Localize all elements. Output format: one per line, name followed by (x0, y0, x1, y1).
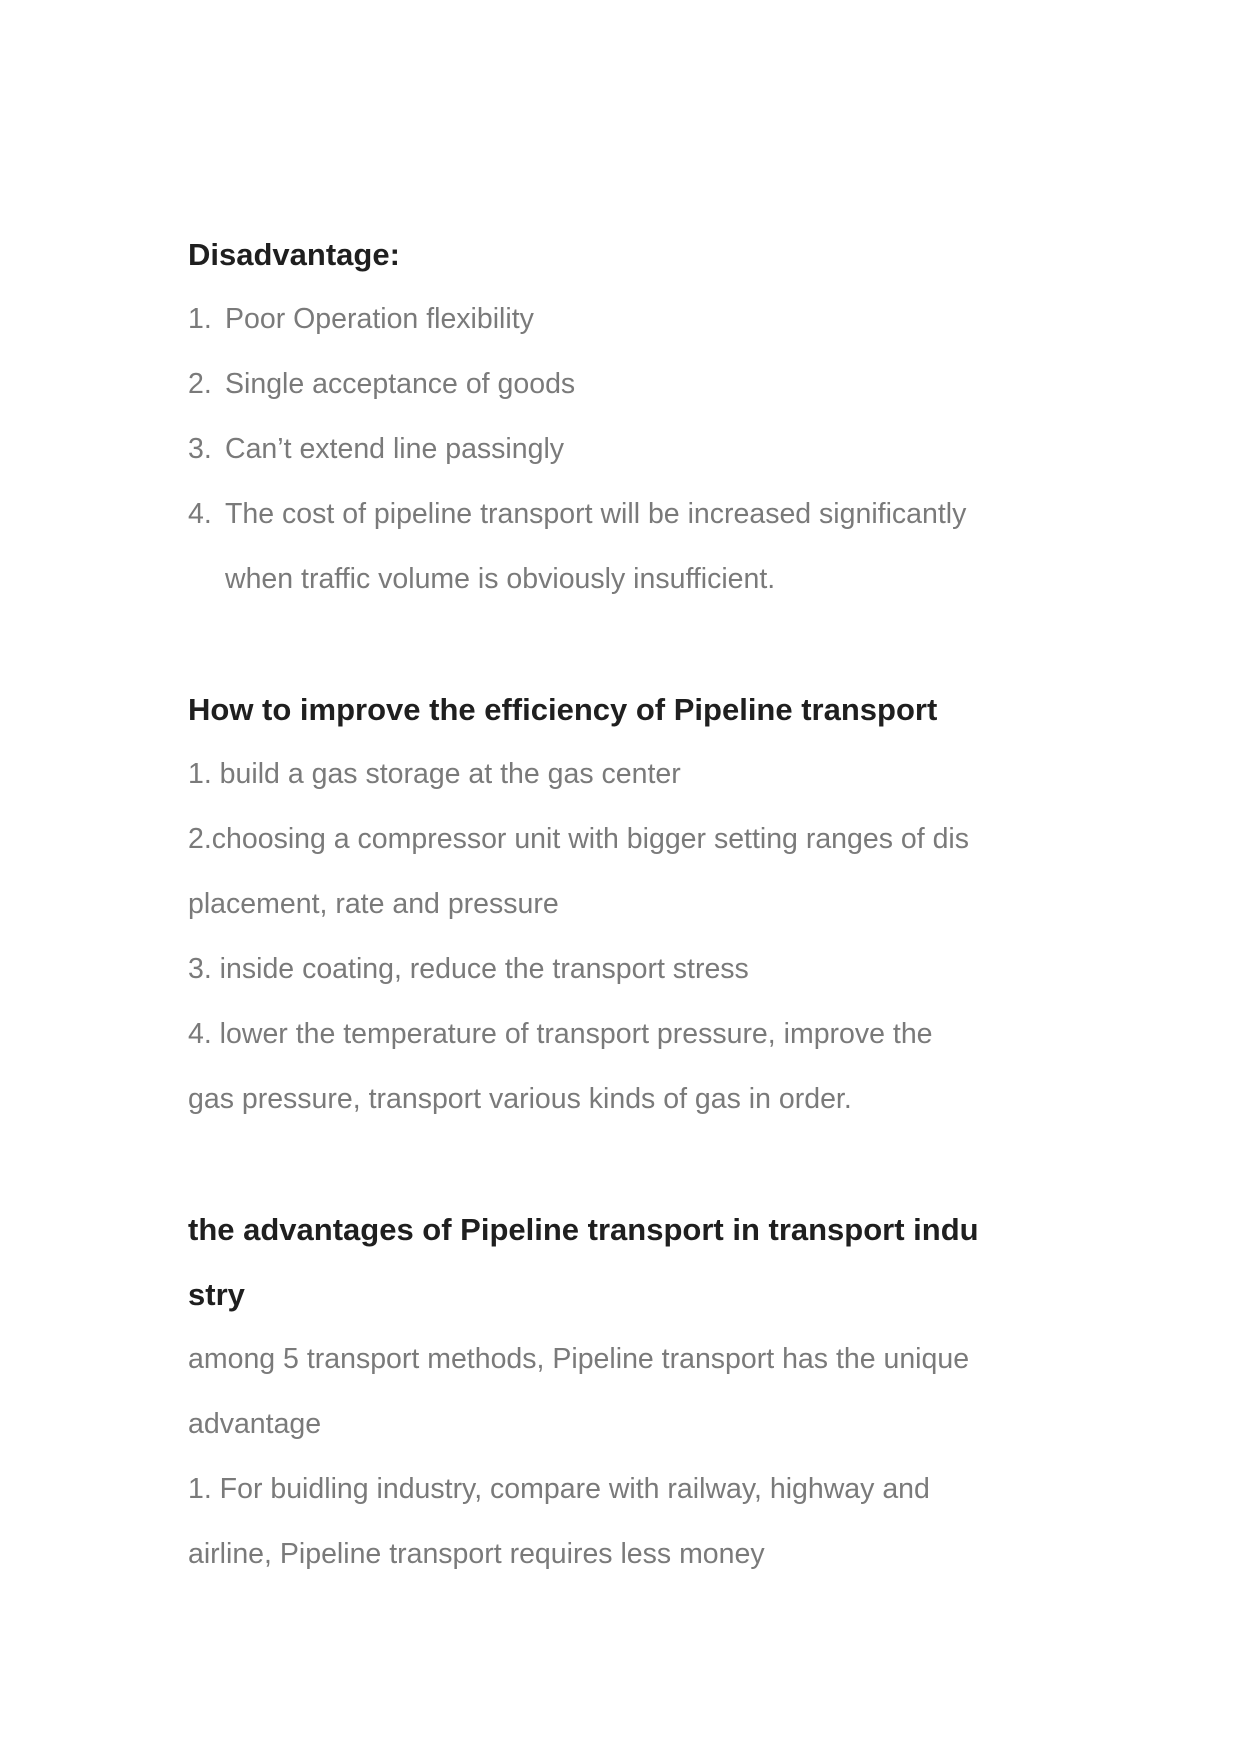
paragraph-line: 4. lower the temperature of transport pressure, improve the (188, 1018, 933, 1050)
item-number: 2. (188, 368, 212, 400)
document-page (188, 222, 1068, 1587)
paragraph-line: 2.choosing a compressor unit with bigger setting ranges of dis (188, 823, 970, 855)
item-number: 1. (188, 303, 212, 335)
section-spacer (188, 612, 1068, 677)
item-text: Single acceptance of goods (225, 368, 576, 400)
list-item (188, 482, 1068, 547)
item-text: Can’t extend line passingly (225, 433, 565, 465)
paragraph-line: 3. inside coating, reduce the transport stress (188, 953, 749, 985)
efficiency-heading: How to improve the efficiency of Pipeline transport (188, 692, 938, 727)
item-number: 4. (188, 498, 212, 530)
item-text: Poor Operation flexibility (225, 303, 534, 335)
list-item (188, 287, 1068, 352)
list-item (188, 352, 1068, 417)
advantages-heading: the advantages of Pipeline transport in transport indu (188, 1212, 979, 1247)
advantages-heading-cont: stry (188, 1277, 245, 1312)
paragraph-line: advantage (188, 1408, 322, 1440)
section-spacer (188, 1132, 1068, 1197)
list-item (188, 417, 1068, 482)
disadvantage-heading: Disadvantage: (188, 237, 400, 272)
paragraph-line: gas pressure, transport various kinds of gas in order. (188, 1083, 852, 1115)
item-number: 3. (188, 433, 212, 465)
paragraph-line: placement, rate and pressure (188, 888, 559, 920)
paragraph-line: 1. build a gas storage at the gas center (188, 758, 681, 790)
paragraph-line: 1. For buidling industry, compare with railway, highway and (188, 1473, 930, 1505)
paragraph-line: airline, Pipeline transport requires less money (188, 1538, 765, 1570)
list-item-continuation: when traffic volume is obviously insufficient. (225, 563, 776, 595)
item-text: The cost of pipeline transport will be increased significantly (225, 498, 967, 530)
paragraph-line: among 5 transport methods, Pipeline transport has the unique (188, 1343, 970, 1375)
